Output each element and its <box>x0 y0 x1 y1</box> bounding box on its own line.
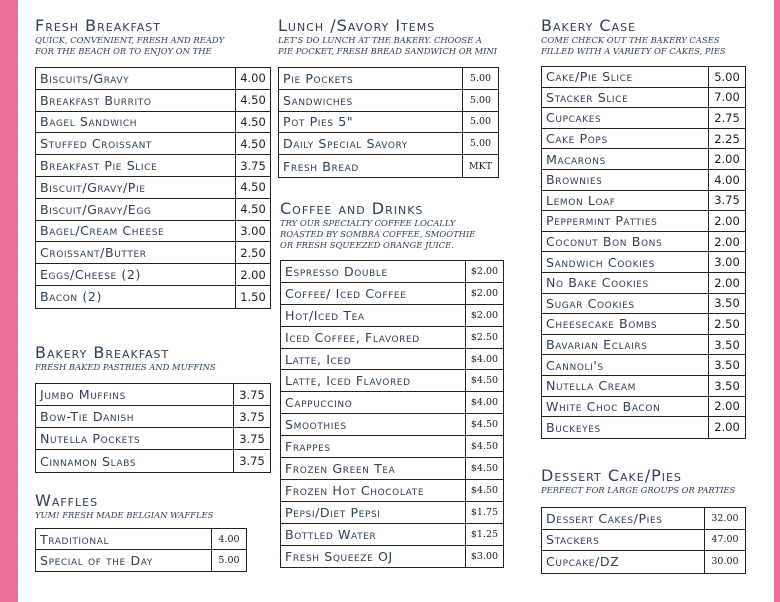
item-name: Stacker Slice <box>546 89 629 105</box>
menu-item-row <box>279 112 498 134</box>
item-price: $4.50 <box>465 480 503 501</box>
menu-item-row <box>36 221 270 243</box>
menu-item-row <box>36 450 270 472</box>
item-price: $4.50 <box>465 436 503 457</box>
menu-item-row <box>36 177 270 199</box>
item-price: $1.25 <box>465 524 503 545</box>
menu-item-row <box>279 90 498 112</box>
section-title: Fresh Breakfast <box>35 16 161 35</box>
item-name: Peppermint Patties <box>546 213 658 229</box>
menu-table <box>541 507 746 574</box>
item-name: Bacon (2) <box>40 289 102 305</box>
item-price: 4.50 <box>235 112 270 133</box>
item-name: Cake/Pie Slice <box>546 69 633 85</box>
item-name: Coconut Bon Bons <box>546 234 663 250</box>
item-name: Sandwich Cookies <box>546 254 655 270</box>
item-name: Bow-Tie Danish <box>40 409 135 424</box>
item-price: 3.75 <box>233 450 270 472</box>
item-price: $3.00 <box>465 546 503 568</box>
item-name: Frozen Green Tea <box>285 460 396 476</box>
item-price: 47.00 <box>704 530 745 551</box>
menu-item-row <box>36 529 246 550</box>
item-name: Special of the Day <box>40 553 153 568</box>
item-price: 3.75 <box>233 384 270 405</box>
item-name: Cannoli's <box>546 357 604 373</box>
item-price: 4.50 <box>235 177 270 198</box>
item-price: $4.00 <box>465 349 503 370</box>
item-name: No Bake Cookies <box>546 275 649 291</box>
item-price: 2.00 <box>708 211 745 231</box>
menu-item-row <box>281 436 503 458</box>
item-name: Espresso Double <box>285 263 388 279</box>
menu-item-row <box>281 392 503 414</box>
menu-item-row <box>281 349 503 371</box>
menu-item-row <box>36 286 270 308</box>
item-price: 5.00 <box>462 133 498 154</box>
menu-item-row <box>281 458 503 480</box>
menu-item-row <box>542 232 745 253</box>
item-price: 1.50 <box>235 286 270 308</box>
section-subtitle: TRY OUR SPECIALTY COFFEE LOCALLY ROASTED BY SOMBRA COFFEE, SMOOTHIE OR FRESH SQUEEZED ORANGE JUICE. <box>280 218 476 250</box>
menu-item-row <box>281 546 503 568</box>
item-price: 3.50 <box>708 294 745 314</box>
item-name: Sugar Cookies <box>546 295 635 311</box>
section-subtitle: COME CHECK OUT THE BAKERY CASES FILLED WITH A VARIETY OF CAKES, PIES <box>541 35 726 56</box>
item-name: Cappuccino <box>285 395 353 411</box>
item-name: Pepsi/Diet Pepsi <box>285 504 381 520</box>
item-price: 3.00 <box>708 252 745 272</box>
item-name: Coffee/ Iced Coffee <box>285 285 407 301</box>
section-bakery-breakfast <box>35 343 271 473</box>
left-pink-border <box>0 0 18 602</box>
section-title: Bakery Breakfast <box>35 343 170 362</box>
menu-item-row <box>36 68 270 90</box>
section-bakery-case <box>541 16 747 439</box>
section-title: Bakery Case <box>541 16 637 35</box>
menu-item-row <box>542 376 745 397</box>
menu-table <box>541 66 746 439</box>
menu-item-row <box>36 112 270 134</box>
item-name: Cake Pops <box>546 131 608 147</box>
menu-item-row <box>542 129 745 150</box>
item-name: Croissant/Butter <box>40 245 147 261</box>
item-name: Frappes <box>285 439 331 455</box>
menu-item-row <box>279 155 498 177</box>
item-price: 5.00 <box>462 68 498 89</box>
item-price: 2.25 <box>708 129 745 149</box>
item-price: 3.75 <box>235 155 270 176</box>
item-price: 2.00 <box>235 264 270 285</box>
menu-item-row <box>36 406 270 428</box>
item-name: Bagel Sandwich <box>40 114 138 130</box>
menu-item-row <box>36 199 270 221</box>
menu-item-row <box>542 397 745 418</box>
section-subtitle: FRESH BAKED PASTRIES AND MUFFINS <box>35 362 216 372</box>
item-name: Lemon Loaf <box>546 192 616 208</box>
item-name: Pot Pies 5" <box>283 114 354 130</box>
item-name: Bottled Water <box>285 526 377 542</box>
item-name: Brownies <box>546 172 603 188</box>
item-price: 30.00 <box>704 551 745 573</box>
menu-item-row <box>279 133 498 155</box>
item-name: Breakfast Burrito <box>40 92 152 108</box>
item-name: Daily Special Savory <box>283 136 408 152</box>
item-name: Biscuit/Gravy/Pie <box>40 179 146 195</box>
menu-item-row <box>542 67 745 88</box>
section-dessert <box>541 466 747 574</box>
item-price: $4.50 <box>465 414 503 435</box>
item-name: Hot/Iced Tea <box>285 307 365 323</box>
section-fresh-breakfast <box>35 16 271 309</box>
item-price: 2.00 <box>708 232 745 252</box>
menu-item-row <box>36 428 270 450</box>
section-subtitle: QUICK, CONVENIENT, FRESH AND READY FOR THE BEACH OR TO ENJOY ON THE <box>35 35 225 56</box>
item-name: Macarons <box>546 151 606 167</box>
item-price: 3.75 <box>708 191 745 211</box>
item-name: Cinnamon Slabs <box>40 453 137 469</box>
item-price: 32.00 <box>704 508 745 529</box>
menu-item-row <box>279 68 498 90</box>
item-price: $1.75 <box>465 502 503 523</box>
item-price: $2.50 <box>465 327 503 348</box>
item-price: 5.00 <box>708 67 745 87</box>
right-pink-border <box>774 0 780 602</box>
item-name: Nutella Pockets <box>40 431 141 446</box>
item-price: 3.50 <box>708 355 745 375</box>
item-price: 3.75 <box>233 406 270 427</box>
section-subtitle: PERFECT FOR LARGE GROUPS OR PARTIES <box>541 485 736 495</box>
item-name: Dessert Cakes/Pies <box>546 510 663 526</box>
menu-item-row <box>542 191 745 212</box>
menu-item-row <box>542 252 745 273</box>
item-name: Pie Pockets <box>283 70 354 86</box>
menu-item-row <box>542 149 745 170</box>
item-name: Latte, Iced Flavored <box>285 373 411 389</box>
menu-item-row <box>36 550 246 571</box>
menu-item-row <box>281 370 503 392</box>
item-name: Smoothies <box>285 417 347 433</box>
item-price: 2.75 <box>708 108 745 128</box>
item-price: 2.00 <box>708 417 745 438</box>
menu-item-row <box>281 524 503 546</box>
menu-item-row <box>542 551 745 573</box>
item-name: Fresh Squeeze OJ <box>285 549 393 565</box>
menu-item-row <box>36 384 270 406</box>
menu-item-row <box>542 417 745 438</box>
item-name: Buckeyes <box>546 419 601 435</box>
section-coffee-drinks <box>280 199 504 568</box>
menu-item-row <box>542 355 745 376</box>
item-name: Stuffed Croissant <box>40 136 153 152</box>
item-price: 4.50 <box>235 133 270 154</box>
menu-item-row <box>281 305 503 327</box>
item-price: $4.50 <box>465 458 503 479</box>
menu-table <box>278 67 499 178</box>
item-price: 2.50 <box>708 314 745 334</box>
menu-item-row <box>542 530 745 552</box>
item-price: 4.50 <box>235 199 270 220</box>
item-price: 2.00 <box>708 273 745 293</box>
item-name: Nutella Cream <box>546 378 637 394</box>
item-name: Bavarian Eclairs <box>546 337 648 353</box>
item-price: 4.50 <box>235 90 270 111</box>
menu-item-row <box>281 414 503 436</box>
section-title: Waffles <box>35 491 99 510</box>
item-price: 3.00 <box>235 221 270 242</box>
item-price: 3.75 <box>233 428 270 449</box>
item-name: Cupcake/DZ <box>546 554 620 570</box>
item-name: Iced Coffee, Flavored <box>285 329 420 345</box>
section-waffles <box>35 491 247 572</box>
menu-table <box>280 260 504 568</box>
item-price: 3.50 <box>708 376 745 396</box>
item-price: 4.00 <box>235 68 270 89</box>
item-price: 5.00 <box>211 550 246 571</box>
section-lunch <box>278 16 502 178</box>
menu-item-row <box>542 273 745 294</box>
item-price: 4.00 <box>211 529 246 549</box>
item-name: Cheesecake Bombs <box>546 316 658 332</box>
menu-item-row <box>36 90 270 112</box>
item-name: Breakfast Pie Slice <box>40 158 158 174</box>
item-name: Stackers <box>546 532 600 548</box>
item-price: $4.00 <box>465 392 503 413</box>
item-price: 5.00 <box>462 90 498 111</box>
menu-table <box>35 528 247 572</box>
menu-item-row <box>36 242 270 264</box>
menu-item-row <box>36 155 270 177</box>
section-subtitle: LET'S DO LUNCH AT THE BAKERY. CHOOSE A PIE POCKET, FRESH BREAD SANDWICH OR MINI <box>278 35 498 56</box>
item-name: Jumbo Muffins <box>40 387 126 402</box>
menu-table <box>35 383 271 473</box>
item-price: 2.00 <box>708 397 745 417</box>
item-name: Biscuit/Gravy/Egg <box>40 201 152 217</box>
menu-table <box>35 67 271 309</box>
item-name: Sandwiches <box>283 92 353 108</box>
section-title: Coffee and Drinks <box>280 199 424 218</box>
item-price: MKT <box>462 155 498 177</box>
item-name: Biscuits/Gravy <box>40 70 130 86</box>
item-price: 5.00 <box>462 112 498 133</box>
item-name: Eggs/Cheese (2) <box>40 267 142 283</box>
item-price: 4.00 <box>708 170 745 190</box>
section-title: Dessert Cake/Pies <box>541 466 682 485</box>
item-price: $2.00 <box>465 305 503 326</box>
item-price: 3.50 <box>708 335 745 355</box>
item-price: 2.50 <box>235 242 270 263</box>
menu-item-row <box>542 294 745 315</box>
item-name: Latte, Iced <box>285 351 352 367</box>
menu-item-row <box>542 314 745 335</box>
menu-item-row <box>542 170 745 191</box>
menu-item-row <box>542 508 745 530</box>
item-price: $4.50 <box>465 370 503 391</box>
item-name: Cupcakes <box>546 110 602 126</box>
menu-item-row <box>542 335 745 356</box>
item-name: Bagel/Cream Cheese <box>40 223 165 239</box>
item-name: White Choc Bacon <box>546 398 661 414</box>
menu-item-row <box>36 264 270 286</box>
menu-item-row <box>281 480 503 502</box>
menu-item-row <box>281 283 503 305</box>
menu-item-row <box>281 502 503 524</box>
item-name: Frozen Hot Chocolate <box>285 482 425 498</box>
menu-item-row <box>542 211 745 232</box>
menu-item-row <box>36 133 270 155</box>
item-price: $2.00 <box>465 261 503 282</box>
menu-item-row <box>281 261 503 283</box>
item-name: Traditional <box>40 531 110 547</box>
item-price: 2.00 <box>708 149 745 169</box>
item-name: Fresh Bread <box>283 158 359 174</box>
item-price: 7.00 <box>708 88 745 108</box>
item-price: $2.00 <box>465 283 503 304</box>
menu-item-row <box>281 327 503 349</box>
section-title: Lunch /Savory Items <box>278 16 436 35</box>
menu-item-row <box>542 88 745 109</box>
section-subtitle: YUM! FRESH MADE BELGIAN WAFFLES <box>35 510 214 520</box>
menu-item-row <box>542 108 745 129</box>
